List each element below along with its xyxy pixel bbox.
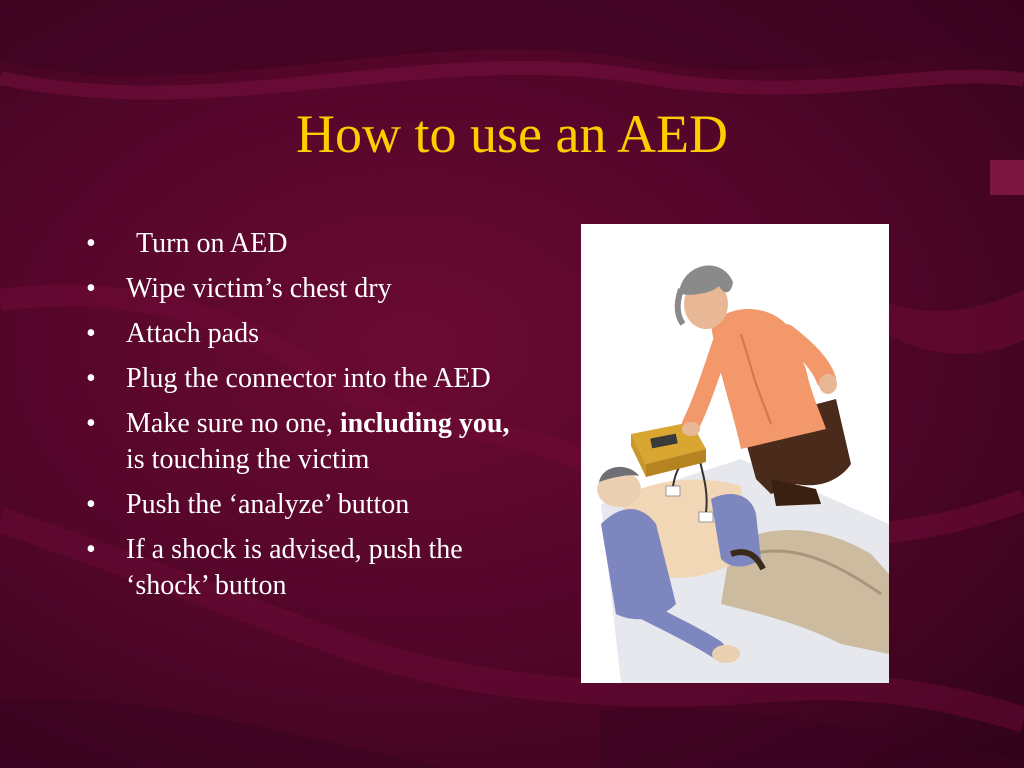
bullet-item: [86, 271, 526, 307]
bullet-text: Turn on AED: [136, 228, 288, 259]
bullet-dot: •: [86, 228, 96, 259]
bullet-text: Push the ‘analyze’ button: [126, 489, 410, 520]
bullet-text-before: Make sure no one,: [126, 408, 340, 439]
aed-illustration: [581, 224, 889, 683]
bullet-text-after: is touching the victim: [126, 444, 370, 475]
bullet-item: [86, 487, 526, 523]
bullet-item: [86, 316, 526, 352]
bullet-dot: •: [86, 318, 96, 349]
bullet-item: [86, 532, 526, 604]
bullet-item: [86, 361, 526, 397]
bullet-text: Plug the connector into the AED: [126, 363, 491, 394]
bullet-text-emphasis: including you,: [339, 408, 510, 439]
aed-rescuer-illustration-icon: [581, 224, 889, 683]
bullet-dot: •: [86, 408, 96, 439]
bullet-text: Wipe victim’s chest dry: [126, 273, 392, 304]
bullet-list: [86, 226, 526, 613]
bullet-dot: •: [86, 489, 96, 520]
bullet-item: [86, 226, 526, 262]
slide-title: How to use an AED: [296, 104, 728, 164]
bullet-dot: •: [86, 273, 96, 304]
bullet-dot: •: [86, 534, 96, 565]
bullet-item: [86, 406, 526, 478]
bullet-text: If a shock is advised, push the ‘shock’ button: [126, 534, 463, 601]
bullet-text: Attach pads: [126, 318, 259, 349]
bullet-dot: •: [86, 363, 96, 394]
